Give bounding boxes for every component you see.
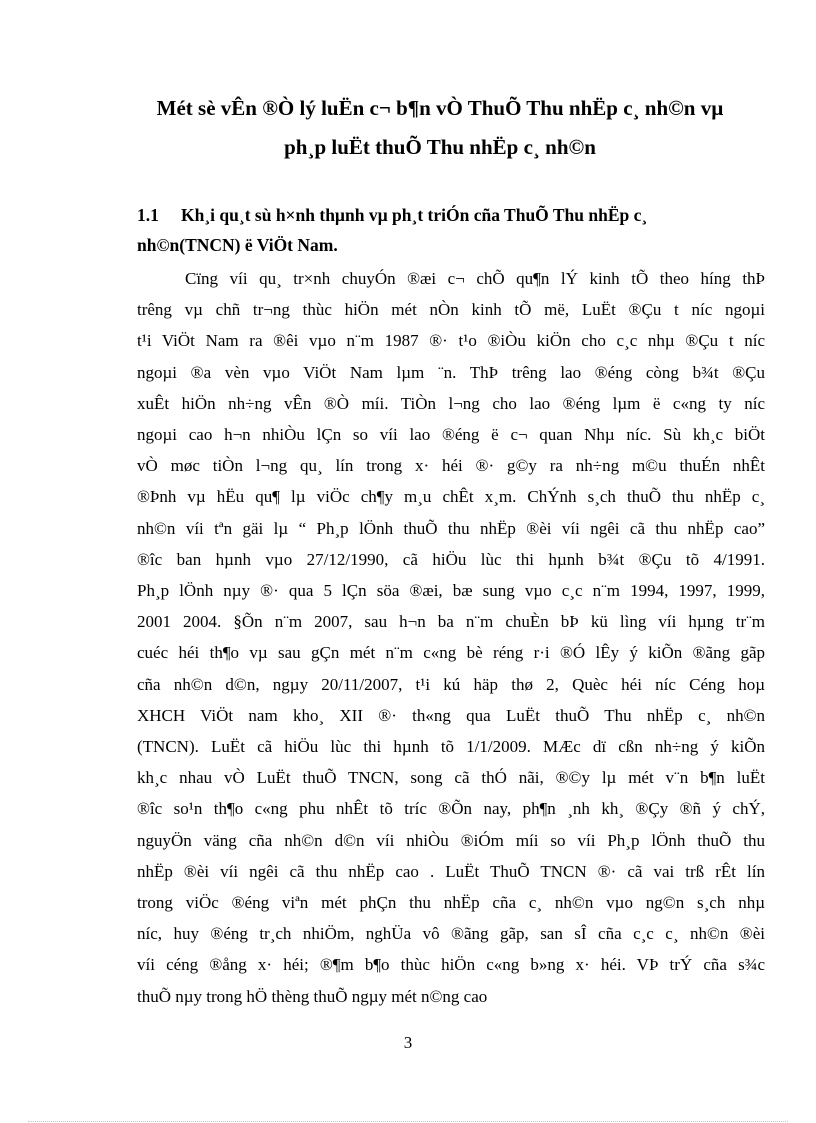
body-line: víi céng ®ång x· héi; ®¶m b¶o thùc hiÖn c«ng b»ng x· héi. VÞ trÝ cña s¾c: [137, 955, 765, 975]
body-line: Cïng víi qu¸ tr×nh chuyÓn ®æi c¬ chÕ qu¶n lÝ kinh tÕ theo híng thÞ: [185, 269, 765, 288]
body-line: XHCH ViÖt nam kho¸ XII ®· th«ng qua LuËt thuÕ Thu nhËp c¸ nh©n: [137, 705, 765, 725]
body-line: 2001 2004. §Õn n¨m 2007, sau h¬n ba n¨m chuÈn bÞ kü lìng víi hµng tr¨m: [137, 612, 765, 632]
body-line: cña nh©n d©n, ngµy 20/11/2007, t¹i kú häp thø 2, Quèc héi níc Céng hoµ: [137, 674, 765, 694]
section-number: 1.1: [137, 205, 159, 225]
footer-divider: [28, 1121, 788, 1122]
section-heading-line-2: nh©n(TNCN) ë ViÖt Nam.: [137, 235, 338, 255]
body-line: ngoµi ®a vèn vµo ViÖt Nam lµm ¨n. ThÞ trêng lao ®éng còng b¾t ®Çu: [137, 362, 765, 382]
body-line: Ph¸p lÖnh nµy ®· qua 5 lÇn söa ®æi, bæ sung vµo c¸c n¨m 1994, 1997, 1999,: [137, 581, 765, 600]
body-line: níc, huy ®éng tr¸ch nhiÖm, nghÜa vô ®ãng gãp, san sÎ cña c¸c c¸ nh©n ®èi: [137, 924, 765, 944]
body-line: kh¸c nhau vÒ LuËt thuÕ TNCN, song cã thÓ nãi, ®©y lµ mét v¨n b¶n luËt: [137, 768, 765, 788]
body-line: ®îc ban hµnh vµo 27/12/1990, cã hiÖu lùc thi hµnh b¾t ®Çu tõ 4/1991.: [137, 549, 765, 569]
body-line: thuÕ nµy trong hÖ thèng thuÕ ngµy mét n©ng cao: [137, 986, 488, 1006]
page-number: 3: [403, 1033, 413, 1052]
body-line: (TNCN). LuËt cã hiÖu lùc thi hµnh tõ 1/1/2009. MÆc dï cßn nh÷ng ý kiÕn: [137, 737, 765, 756]
body-line: nhËp ®èi víi ngêi cã thu nhËp cao . LuËt ThuÕ TNCN ®· cã vai trß rÊt lín: [137, 861, 765, 881]
body-line: t¹i ViÖt Nam ra ®êi vµo n¨m 1987 ®· t¹o ®iÒu kiÖn cho c¸c nhµ ®Çu t níc: [137, 331, 765, 351]
body-line: nguyÖn väng cña nh©n d©n víi nhiÒu ®iÓm míi so víi Ph¸p lÖnh thuÕ thu: [137, 830, 765, 850]
body-line: xuÊt hiÖn nh÷ng vÊn ®Ò míi. TiÒn l¬ng cho lao ®éng lµm ë c«ng ty níc: [137, 393, 765, 413]
body-line: vÒ møc tiÒn l¬ng qu¸ lín trong x· héi ®· g©y ra nh÷ng m©u thuÉn nhÊt: [137, 456, 765, 476]
body-line: ®îc so¹n th¶o c«ng phu nhÊt tõ tríc ®Õn nay, ph¶n ¸nh kh¸ ®Çy ®ñ ý chÝ,: [137, 799, 765, 819]
body-line: trong viÖc ®éng viªn mét phÇn thu nhËp cña c¸ nh©n vµo ng©n s¸ch nhµ: [137, 893, 765, 912]
body-line: trêng vµ chñ tr¬ng thùc hiÖn mét nÒn kinh tÕ më, LuËt ®Çu t níc ngoµi: [137, 300, 765, 320]
body-line: cuéc héi th¶o vµ sau gÇn mét n¨m c«ng bè réng r·i ®Ó lÊy ý kiÕn ®ãng gãp: [137, 643, 765, 663]
document-title-line-1: Mét sè vÊn ®Ò lý luËn c¬ b¶n vÒ ThuÕ Thu nhËp c¸ nh©n vµ: [156, 96, 724, 120]
body-line: ®Þnh vµ hËu qu¶ lµ viÖc ch¶y m¸u chÊt x¸m. ChÝnh s¸ch thuÕ thu nhËp c¸: [137, 487, 765, 507]
section-heading: [137, 200, 757, 230]
document-title-line-2: ph¸p luËt thuÕ Thu nhËp c¸ nh©n: [284, 135, 596, 159]
section-heading-line-1: Kh¸i qu¸t sù h×nh thµnh vµ ph¸t triÓn cña ThuÕ Thu nhËp c¸: [181, 205, 648, 225]
body-line: ngoµi cao h¬n nhiÒu lÇn so víi lao ®éng ë c¬ quan Nhµ níc. Sù kh¸c biÖt: [137, 425, 765, 444]
body-line: nh©n víi tªn gäi lµ “ Ph¸p lÖnh thuÕ thu nhËp ®èi víi ngêi cã thu nhËp cao”: [137, 518, 765, 538]
